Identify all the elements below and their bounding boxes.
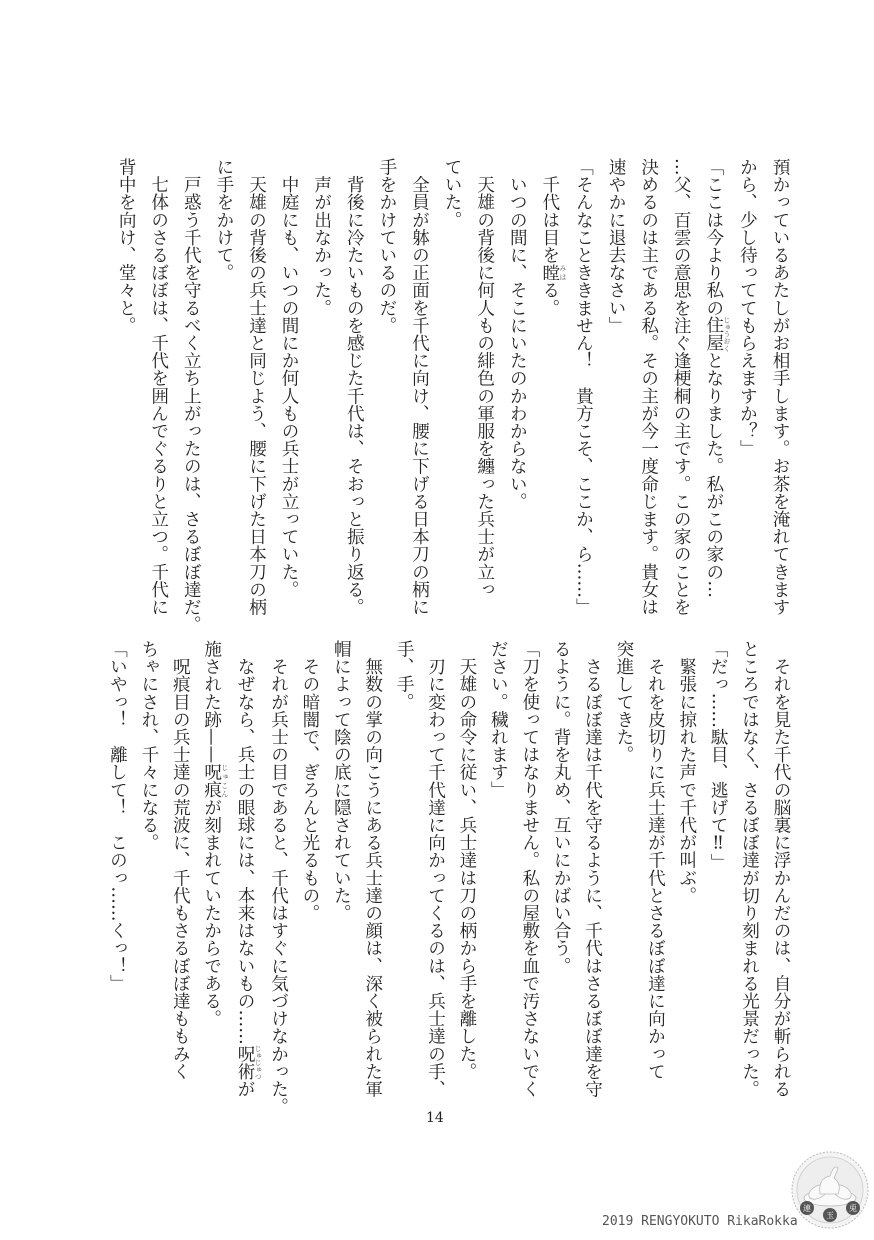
ruby-reading: じゅこん xyxy=(220,763,229,799)
text-line: 手、手。 xyxy=(394,640,415,711)
text-line: 天雄の命令に従い、兵士達は刀の柄から手を離した。 xyxy=(456,640,477,1080)
text-line: 背中を向け、堂々と。 xyxy=(116,158,137,334)
text-line: に手をかけて。 xyxy=(213,158,234,282)
ruby-reading: みは xyxy=(558,263,567,282)
footer-credit: 2019 RENGYOKUTO RikaRokka xyxy=(602,1214,798,1229)
text-line: それを見た千代の脳裏に浮かんだのは、自分が斬られる xyxy=(771,640,791,1098)
text-line: 決めるのは主である私。その主が今一度命じます。貴女は xyxy=(638,158,659,616)
text-line: 手をかけているのだ。 xyxy=(376,158,397,334)
text-line: 天雄の背後に何人もの緋色の軍服を纏った兵士が立っ xyxy=(474,158,495,598)
text-line: さるぼぼ達は千代を守るように、千代はさるぼぼ達を守 xyxy=(582,640,603,1098)
text-line: 施された跡——呪痕 じゅこんが刻まれていたからである。 xyxy=(201,640,229,1028)
text-line: 無数の掌の向こうにある兵士達の顔は、深く被られた軍 xyxy=(362,640,383,1098)
text-line: 七体のさるぼぼは、千代を囲んでぐるりと立つ。千代に xyxy=(148,158,169,616)
text-line: 戸惑う千代を守るべく立ち上がったのは、さるぼぼ達だ。 xyxy=(181,158,202,634)
text-block-bottom xyxy=(101,640,796,1116)
text-line: 千代は目を瞠 みはる。 xyxy=(539,158,567,317)
text-line: るように。背を丸め、互いにかばい合う。 xyxy=(551,640,572,975)
text-line: 「ここは今より私の住屋 じゅうおくとなりました。私がこの家の… xyxy=(703,158,731,599)
text-line: 刃に変わって千代達に向かってくるのは、兵士達の手、 xyxy=(425,640,446,1098)
text-line: ていた。 xyxy=(442,158,463,229)
text-line: 全員が躰の正面を千代に向け、腰に下げる日本刀の柄に xyxy=(409,158,430,616)
text-line: 中庭にも、いつの間にか何人もの兵士が立っていた。 xyxy=(279,158,300,598)
ruby-word: 瞠 みは xyxy=(539,263,567,282)
text-line: 預かっているあたしがお相手します。お茶を淹れてきます xyxy=(770,158,790,616)
logo-char: 連 xyxy=(803,1204,811,1213)
text-line: 「そんなことききません！ 貴方こそ、ここか、ら……」 xyxy=(573,158,594,616)
ruby-word: 呪痕 じゅこん xyxy=(201,763,229,799)
logo-char: 兎 xyxy=(849,1204,857,1213)
ruby-word: 住屋 じゅうおく xyxy=(703,316,731,352)
text-line: 「だっ……駄目、逃げて‼」 xyxy=(708,640,729,872)
circle-logo-icon xyxy=(790,1150,870,1230)
text-line: 声が出なかった。 xyxy=(311,158,332,317)
text-line: なぜなら、兵士の眼球には、本来はないもの……呪術 じゅじゅつが xyxy=(235,640,263,1098)
text-line: ところではなく、さるぼぼ達が切り刻まれる光景だった。 xyxy=(739,640,760,1098)
text-line: 「いやっ！ 離して！ このっ……くっ！」 xyxy=(107,640,128,992)
text-line: その暗闇で、ぎろんと光るもの。 xyxy=(299,640,320,922)
text-line: 呪痕目の兵士達の荒波に、千代もさるぼぼ達ももみく xyxy=(170,640,191,1080)
text-line: …父、百雲の意思を注ぐ逢梗桐の主です。この家のことを xyxy=(671,158,692,616)
text-line: 速やかに退去なさい」 xyxy=(606,158,627,334)
ruby-reading: じゅじゅつ xyxy=(254,1044,263,1080)
text-line: いつの間に、そこにいたのかわからない。 xyxy=(507,158,528,510)
text-line: から、少し待っててもらえますか？」 xyxy=(737,158,758,458)
ruby-word: 呪術 じゅじゅつ xyxy=(235,1044,263,1080)
ruby-reading: じゅうおく xyxy=(722,316,731,352)
text-line: ちゃにされ、千々になる。 xyxy=(138,640,159,852)
text-line: 突進してきた。 xyxy=(613,640,634,764)
text-line: 背後に冷たいものを感じた千代は、そおっと振り返る。 xyxy=(344,158,365,616)
logo-char: 玉 xyxy=(826,1211,834,1220)
page-number: 14 xyxy=(426,1110,444,1126)
text-line: 「刀を使ってはなりません。私の屋敷を血で汚さないでく xyxy=(519,640,540,1098)
text-line: 緊張に掠れた声で千代が叫ぶ。 xyxy=(676,640,697,904)
text-line: 帽によって陰の底に隠されていた。 xyxy=(331,640,352,922)
text-line: 天雄の背後の兵士達と同じよう、腰に下げた日本刀の柄 xyxy=(246,158,267,616)
text-block-top xyxy=(110,158,796,634)
text-line: ださい。穢れます」 xyxy=(488,640,509,799)
text-line: それを皮切りに兵士達が千代とさるぼぼ達に向かって xyxy=(645,640,666,1080)
text-line: それが兵士の目であると、千代はすぐに気づけなかった。 xyxy=(268,640,289,1116)
